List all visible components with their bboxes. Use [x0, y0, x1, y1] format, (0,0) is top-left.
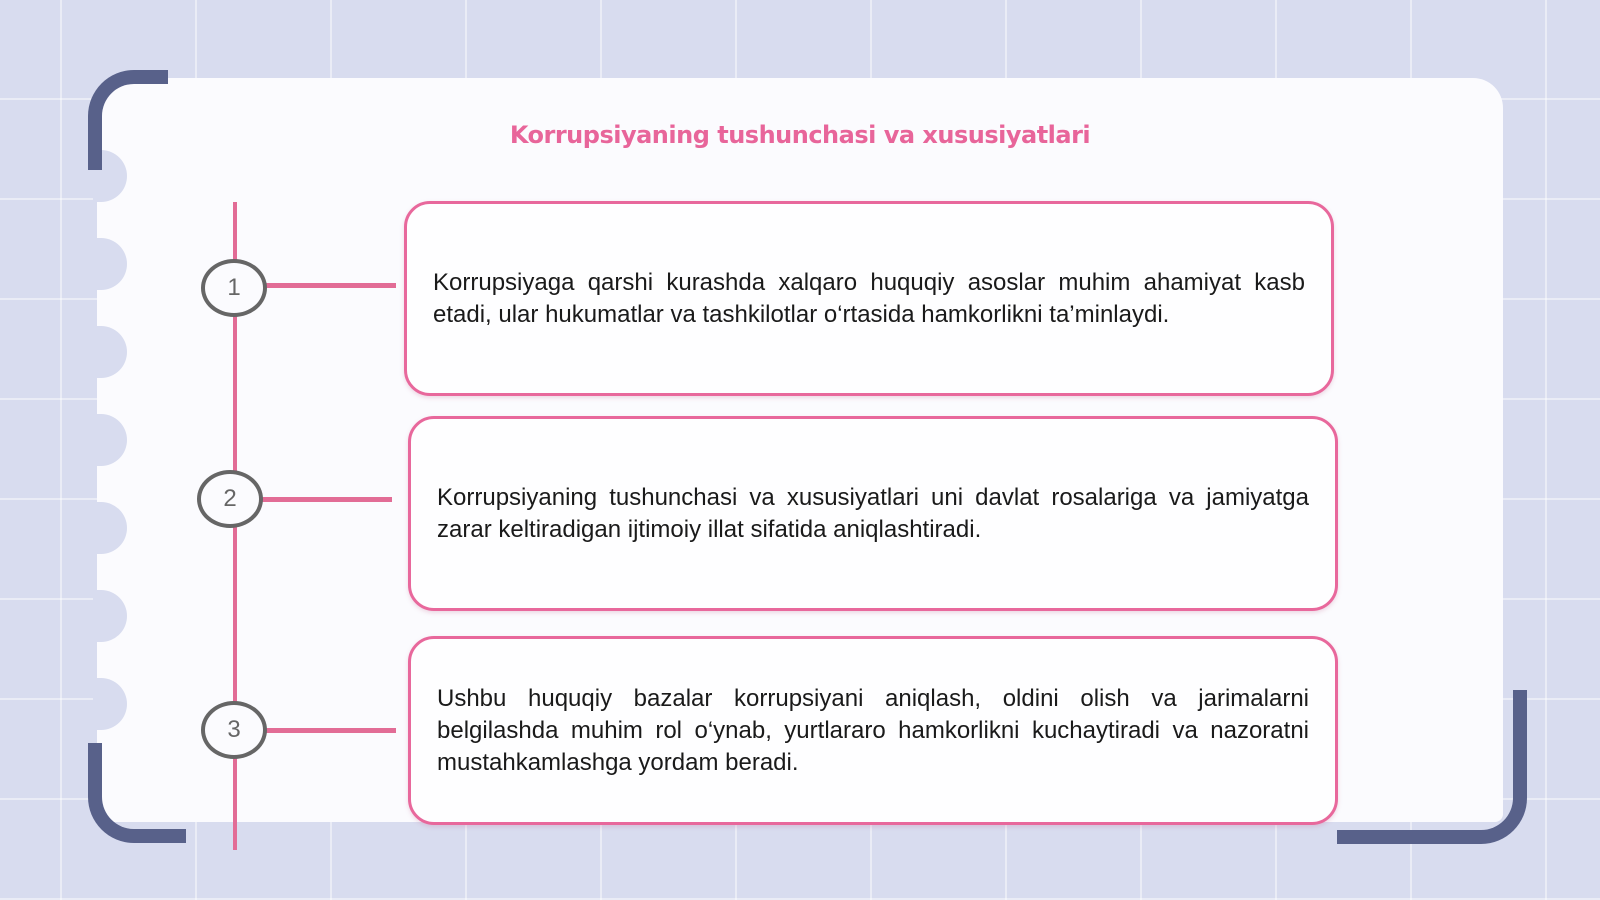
point-text: Korrupsiyaning tushunchasi va xususiyatlari uni davlat rosalariga va jamiyatga zarar keltiradigan ijtimoiy illat sifatida aniqlashtiradi.: [437, 483, 1309, 543]
point-text: Ushbu huquqiy bazalar korrupsiyani aniqlash, oldini olish va jarimalarni belgilashda muhim rol o‘ynab, yurtlararo hamkorlikni kuchaytiradi va nazoratni mustahkamlashga yordam beradi.: [437, 684, 1309, 776]
point-card-1: [404, 201, 1334, 396]
corner-bracket-bottom-left: [88, 743, 186, 843]
step-number-1: 1: [201, 259, 267, 317]
connector-line-1: [266, 283, 396, 288]
slide-title: Korrupsiyaning tushunchasi va xususiyatlari: [509, 121, 1091, 149]
point-text: Korrupsiyaga qarshi kurashda xalqaro huquqiy asoslar muhim ahamiyat kasb etadi, ular hukumatlar va tashkilotlar o‘rtasida hamkorlikni ta’minlaydi.: [433, 268, 1305, 328]
connector-line-3: [266, 728, 396, 733]
corner-bracket-top-left: [88, 70, 168, 170]
point-card-3: [408, 636, 1338, 825]
step-number-3: 3: [201, 701, 267, 759]
corner-bracket-bottom-right: [1337, 690, 1527, 844]
point-card-2: [408, 416, 1338, 611]
step-number-2: 2: [197, 470, 263, 528]
connector-line-2: [262, 497, 392, 502]
